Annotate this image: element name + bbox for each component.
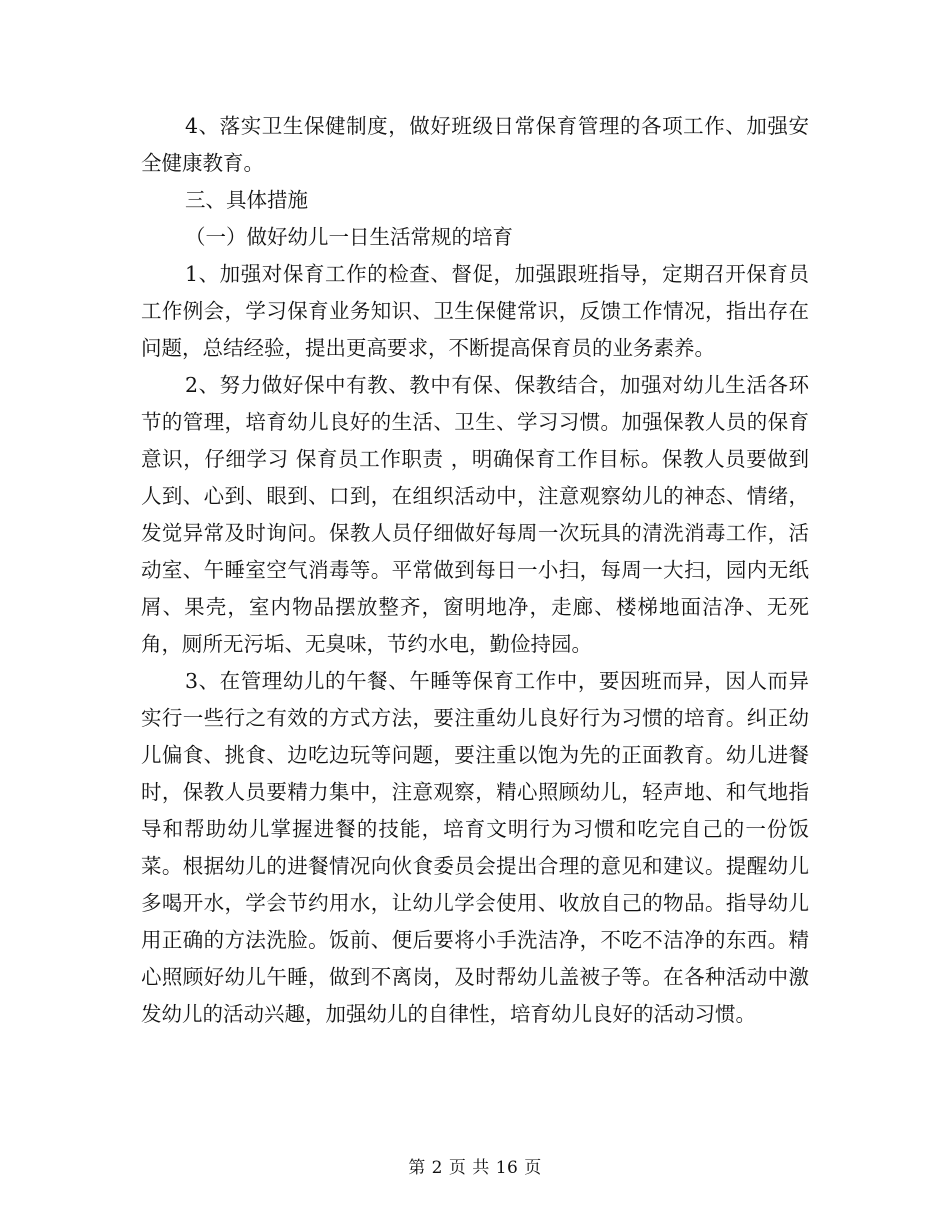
paragraph-item-3: 3、在管理幼儿的午餐、午睡等保育工作中，要因班而异，因人而异实行一些行之有效的方式方法，要注重幼儿良好行为习惯的培育。纠正幼儿偏食、挑食、边吃边玩等问题，要注重以饱为先的正面教育。幼儿进餐时，保教人员要精力集中，注意观察，精心照顾幼儿，轻声地、和气地指导和帮助幼儿掌握进餐的技能，培育文明行为习惯和吃完自己的一份饭菜。根据幼儿的进餐情况向伙食委员会提出合理的意见和建议。提醒幼儿多喝开水，学会节约用水，让幼儿学会使用、收放自己的物品。指导幼儿用正确的方法洗脸。饭前、便后要将小手洗洁净，不吃不洁净的东西。精心照顾好幼儿午睡，做到不离岗，及时帮幼儿盖被子等。在各种活动中激发幼儿的活动兴趣，加强幼儿的自律性，培育幼儿良好的活动习惯。 xyxy=(141,669,809,1026)
subsection-heading-daily-routine: （一）做好幼儿一日生活常规的培育 xyxy=(185,225,513,249)
paragraph-hygiene-system: 4、落实卫生保健制度，做好班级日常保育管理的各项工作、加强安全健康教育。 xyxy=(141,114,809,175)
document-body xyxy=(141,108,809,1033)
page-number-footer: 第 2 页 共 16 页 xyxy=(408,1158,542,1178)
section-heading-measures: 三、具体措施 xyxy=(185,188,308,212)
paragraph-item-2: 2、努力做好保中有教、教中有保、保教结合，加强对幼儿生活各环节的管理，培育幼儿良好的生活、卫生、学习习惯。加强保教人员的保育意识，仔细学习 保育员工作职责 ，明确保育工作目标。保教人员要做到人到、心到、眼到、口到，在组织活动中，注意观察幼儿的神态、情绪，发觉异常及时询问。保教人员仔细做好每周一次玩具的清洗消毒工作，活动室、午睡室空气消毒等。平常做到每日一小扫，每周一大扫，园内无纸屑、果壳，室内物品摆放整齐，窗明地净，走廊、楼梯地面洁净、无死角，厕所无污垢、无臭味，节约水电，勤俭持园。 xyxy=(141,373,809,656)
paragraph-item-1: 1、加强对保育工作的检查、督促，加强跟班指导，定期召开保育员工作例会，学习保育业务知识、卫生保健常识，反馈工作情况，指出存在问题，总结经验，提出更高要求，不断提高保育员的业务素养。 xyxy=(141,262,809,360)
